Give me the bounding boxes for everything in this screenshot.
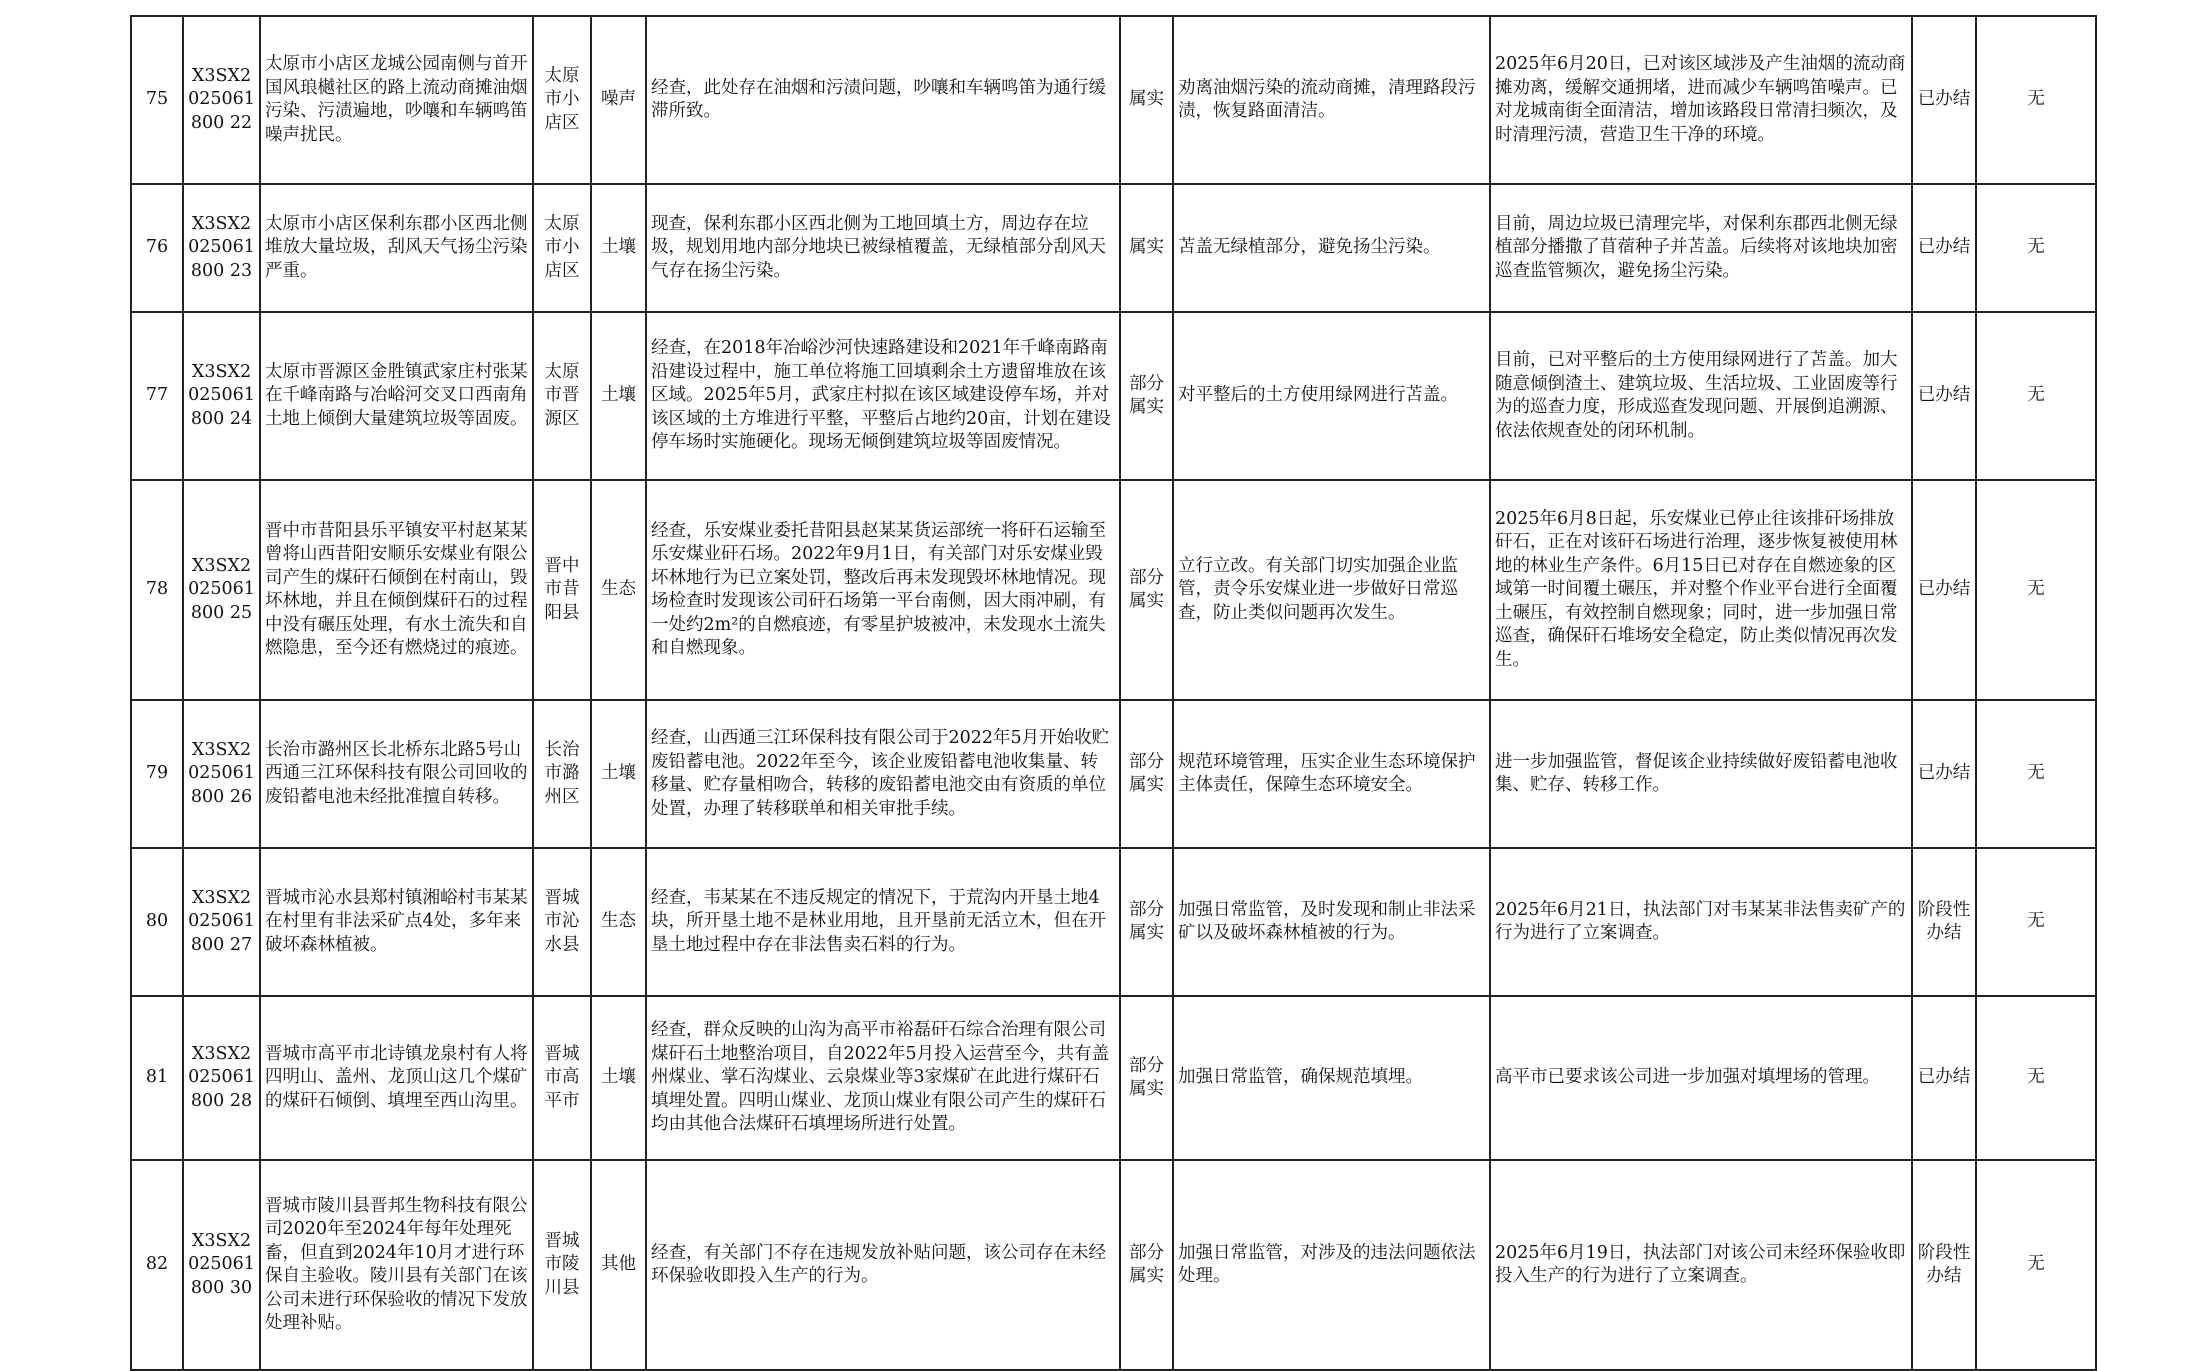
table-row: [131, 312, 2096, 480]
pollution-type-cell: 噪声: [591, 16, 646, 184]
pollution-type-cell: 生态: [591, 848, 646, 996]
table-row: [131, 16, 2096, 184]
investigation-finding-cell: 经查，山西通三江环保科技有限公司于2022年5月开始收贮废铅蓄电池。2022年至今，该企业废铅蓄电池收集量、转移量、贮存量相吻合，转移的废铅蓄电池交由有资质的单位处置，办理了转移联单和相关审批手续。: [646, 700, 1120, 848]
complaint-content-cell: 太原市小店区保利东郡小区西北侧堆放大量垃圾，刮风天气扬尘污染严重。: [260, 184, 533, 312]
rectification-progress-cell: 2025年6月21日，执法部门对韦某某非法售卖矿产的行为进行了立案调查。: [1490, 848, 1912, 996]
row-number-cell: 77: [131, 312, 183, 480]
investigation-finding-cell: 经查，群众反映的山沟为高平市裕磊矸石综合治理有限公司煤矸石土地整治项目，自2022年5月投入运营至今，共有盖州煤业、掌石沟煤业、云泉煤业等3家煤矿在此进行煤矸石填埋处置。四明山煤业、龙顶山煤业有限公司产生的煤矸石均由其他合法煤矸石填埋场所进行处置。: [646, 996, 1120, 1160]
pollution-type-cell: 土壤: [591, 184, 646, 312]
rectification-measure-cell: 劝离油烟污染的流动商摊，清理路段污渍，恢复路面清洁。: [1173, 16, 1490, 184]
pollution-type-cell: 其他: [591, 1160, 646, 1370]
investigation-finding-cell: 经查，韦某某在不违反规定的情况下，于荒沟内开垦土地4块，所开垦土地不是林业用地，且开垦前无活立木，但在开垦土地过程中存在非法售卖石料的行为。: [646, 848, 1120, 996]
table-row: [131, 184, 2096, 312]
rectification-progress-cell: 高平市已要求该公司进一步加强对填埋场的管理。: [1490, 996, 1912, 1160]
accountability-cell: 无: [1976, 848, 2096, 996]
verification-result-cell: 部分属实: [1120, 848, 1173, 996]
accountability-cell: 无: [1976, 184, 2096, 312]
administrative-district-cell: 长治市潞州区: [533, 700, 591, 848]
pollution-type-cell: 土壤: [591, 700, 646, 848]
accountability-cell: 无: [1976, 312, 2096, 480]
investigation-finding-cell: 经查，此处存在油烟和污渍问题，吵嚷和车辆鸣笛为通行缓滞所致。: [646, 16, 1120, 184]
complaint-code-cell: X3SX2025061800 27: [183, 848, 260, 996]
complaint-code-cell: X3SX2025061800 24: [183, 312, 260, 480]
rectification-progress-cell: 2025年6月19日，执法部门对该公司未经环保验收即投入生产的行为进行了立案调查。: [1490, 1160, 1912, 1370]
administrative-district-cell: 晋城市陵川县: [533, 1160, 591, 1370]
complaint-content-cell: 晋城市高平市北诗镇龙泉村有人将四明山、盖州、龙顶山这几个煤矿的煤矸石倾倒、填埋至西山沟里。: [260, 996, 533, 1160]
rectification-measure-cell: 苫盖无绿植部分，避免扬尘污染。: [1173, 184, 1490, 312]
rectification-measure-cell: 规范环境管理，压实企业生态环境保护主体责任，保障生态环境安全。: [1173, 700, 1490, 848]
row-number-cell: 76: [131, 184, 183, 312]
complaint-code-cell: X3SX2025061800 30: [183, 1160, 260, 1370]
table-row: [131, 480, 2096, 700]
case-status-cell: 已办结: [1912, 480, 1976, 700]
pollution-type-cell: 生态: [591, 480, 646, 700]
rectification-progress-cell: 进一步加强监管，督促该企业持续做好废铅蓄电池收集、贮存、转移工作。: [1490, 700, 1912, 848]
complaint-code-cell: X3SX2025061800 22: [183, 16, 260, 184]
administrative-district-cell: 晋城市沁水县: [533, 848, 591, 996]
table-row: [131, 700, 2096, 848]
rectification-measure-cell: 加强日常监管，及时发现和制止非法采矿以及破坏森林植被的行为。: [1173, 848, 1490, 996]
complaint-content-cell: 太原市晋源区金胜镇武家庄村张某在千峰南路与冶峪河交叉口西南角土地上倾倒大量建筑垃圾等固废。: [260, 312, 533, 480]
verification-result-cell: 部分属实: [1120, 1160, 1173, 1370]
rectification-measure-cell: 加强日常监管，对涉及的违法问题依法处理。: [1173, 1160, 1490, 1370]
complaint-content-cell: 晋城市陵川县晋邦生物科技有限公司2020年至2024年每年处理死畜，但直到2024年10月才进行环保自主验收。陵川县有关部门在该公司未进行环保验收的情况下发放处理补贴。: [260, 1160, 533, 1370]
row-number-cell: 75: [131, 16, 183, 184]
case-status-cell: 已办结: [1912, 312, 1976, 480]
case-status-cell: 阶段性办结: [1912, 848, 1976, 996]
case-status-cell: 已办结: [1912, 184, 1976, 312]
row-number-cell: 81: [131, 996, 183, 1160]
complaint-content-cell: 晋城市沁水县郑村镇湘峪村韦某某在村里有非法采矿点4处，多年来破坏森林植被。: [260, 848, 533, 996]
case-status-cell: 已办结: [1912, 996, 1976, 1160]
case-status-cell: 已办结: [1912, 16, 1976, 184]
accountability-cell: 无: [1976, 480, 2096, 700]
verification-result-cell: 部分属实: [1120, 312, 1173, 480]
accountability-cell: 无: [1976, 1160, 2096, 1370]
rectification-measure-cell: 加强日常监管，确保规范填埋。: [1173, 996, 1490, 1160]
verification-result-cell: 部分属实: [1120, 480, 1173, 700]
rectification-progress-cell: 目前，周边垃圾已清理完毕，对保利东郡西北侧无绿植部分播撒了苜蓿种子并苫盖。后续将对该地块加密巡查监管频次，避免扬尘污染。: [1490, 184, 1912, 312]
row-number-cell: 78: [131, 480, 183, 700]
accountability-cell: 无: [1976, 16, 2096, 184]
table-row: [131, 1160, 2096, 1370]
complaint-content-cell: 晋中市昔阳县乐平镇安平村赵某某曾将山西昔阳安顺乐安煤业有限公司产生的煤矸石倾倒在村南山，毁坏林地，并且在倾倒煤矸石的过程中没有碾压处理，有水土流失和自燃隐患，至今还有燃烧过的痕迹。: [260, 480, 533, 700]
complaint-content-cell: 长治市潞州区长北桥东北路5号山西通三江环保科技有限公司回收的废铅蓄电池未经批准擅自转移。: [260, 700, 533, 848]
table-row: [131, 848, 2096, 996]
case-status-cell: 已办结: [1912, 700, 1976, 848]
complaint-content-cell: 太原市小店区龙城公园南侧与首开国风琅樾社区的路上流动商摊油烟污染、污渍遍地，吵嚷和车辆鸣笛噪声扰民。: [260, 16, 533, 184]
administrative-district-cell: 晋中市昔阳县: [533, 480, 591, 700]
verification-result-cell: 部分属实: [1120, 700, 1173, 848]
rectification-progress-cell: 2025年6月8日起，乐安煤业已停止往该排矸场排放矸石，正在对该矸石场进行治理，逐步恢复被使用林地的林业生产条件。6月15日已对存在自燃迹象的区域第一时间覆土碾压，并对整个作业平台进行全面覆土碾压，有效控制自燃现象；同时，进一步加强日常巡查，确保矸石堆场安全稳定，防止类似情况再次发生。: [1490, 480, 1912, 700]
administrative-district-cell: 晋城市高平市: [533, 996, 591, 1160]
row-number-cell: 79: [131, 700, 183, 848]
row-number-cell: 82: [131, 1160, 183, 1370]
investigation-finding-cell: 经查，乐安煤业委托昔阳县赵某某货运部统一将矸石运输至乐安煤业矸石场。2022年9月1日，有关部门对乐安煤业毁坏林地行为已立案处罚，整改后再未发现毁坏林地情况。现场检查时发现该公司矸石场第一平台南侧，因大雨冲刷，有一处约2m²的自燃痕迹，有零星护坡被冲，未发现水土流失和自燃现象。: [646, 480, 1120, 700]
investigation-finding-cell: 现查，保利东郡小区西北侧为工地回填土方，周边存在垃圾，规划用地内部分地块已被绿植覆盖，无绿植部分刮风天气存在扬尘污染。: [646, 184, 1120, 312]
pollution-type-cell: 土壤: [591, 996, 646, 1160]
complaint-code-cell: X3SX2025061800 23: [183, 184, 260, 312]
verification-result-cell: 部分属实: [1120, 996, 1173, 1160]
rectification-progress-cell: 2025年6月20日，已对该区域涉及产生油烟的流动商摊劝离，缓解交通拥堵，进而减少车辆鸣笛噪声。已对龙城南街全面清洁，增加该路段日常清扫频次，及时清理污渍，营造卫生干净的环境。: [1490, 16, 1912, 184]
table-row: [131, 996, 2096, 1160]
administrative-district-cell: 太原市小店区: [533, 184, 591, 312]
investigation-finding-cell: 经查，有关部门不存在违规发放补贴问题，该公司存在未经环保验收即投入生产的行为。: [646, 1160, 1120, 1370]
accountability-cell: 无: [1976, 700, 2096, 848]
complaint-table: [130, 15, 2097, 1371]
administrative-district-cell: 太原市晋源区: [533, 312, 591, 480]
rectification-progress-cell: 目前，已对平整后的土方使用绿网进行了苫盖。加大随意倾倒渣土、建筑垃圾、生活垃圾、工业固废等行为的巡查力度，形成巡查发现问题、开展倒追溯源、依法依规查处的闭环机制。: [1490, 312, 1912, 480]
rectification-measure-cell: 对平整后的土方使用绿网进行苫盖。: [1173, 312, 1490, 480]
complaint-code-cell: X3SX2025061800 25: [183, 480, 260, 700]
verification-result-cell: 属实: [1120, 16, 1173, 184]
case-status-cell: 阶段性办结: [1912, 1160, 1976, 1370]
rectification-measure-cell: 立行立改。有关部门切实加强企业监管，责令乐安煤业进一步做好日常巡查，防止类似问题再次发生。: [1173, 480, 1490, 700]
administrative-district-cell: 太原市小店区: [533, 16, 591, 184]
accountability-cell: 无: [1976, 996, 2096, 1160]
complaint-code-cell: X3SX2025061800 28: [183, 996, 260, 1160]
row-number-cell: 80: [131, 848, 183, 996]
verification-result-cell: 属实: [1120, 184, 1173, 312]
complaint-code-cell: X3SX2025061800 26: [183, 700, 260, 848]
investigation-finding-cell: 经查，在2018年冶峪沙河快速路建设和2021年千峰南路南沿建设过程中，施工单位将施工回填剩余土方遗留堆放在该区域。2025年5月，武家庄村拟在该区域建设停车场，并对该区域的土方堆进行平整，平整后占地约20亩，计划在建设停车场时实施硬化。现场无倾倒建筑垃圾等固废情况。: [646, 312, 1120, 480]
pollution-type-cell: 土壤: [591, 312, 646, 480]
